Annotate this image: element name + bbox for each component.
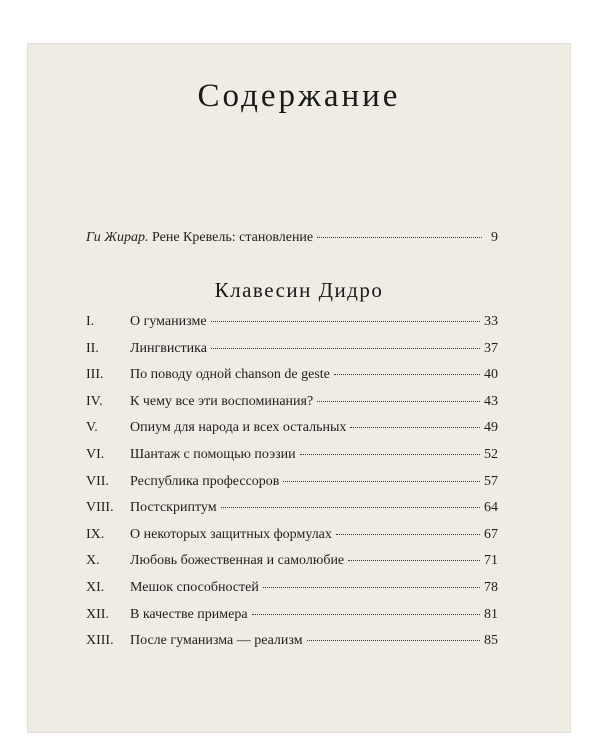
toc-entry-number: VII. xyxy=(86,473,109,489)
dot-leader xyxy=(283,481,480,482)
toc-entry xyxy=(86,633,498,660)
toc-entry-number: I. xyxy=(86,314,95,329)
toc-entry-title: О некоторых защитных формулах xyxy=(130,526,332,542)
toc-entry-page-number: 57 xyxy=(484,473,498,489)
toc-entry-page-number: 78 xyxy=(484,579,498,595)
intro-author: Ги Жирар. xyxy=(86,230,149,245)
toc-entry-title: В качестве примера xyxy=(130,606,248,622)
toc-entry xyxy=(86,527,498,554)
toc-entry-page-number: 33 xyxy=(484,314,498,329)
toc-entry xyxy=(86,394,498,421)
dot-leader xyxy=(252,614,480,615)
toc-entry xyxy=(86,314,498,341)
toc-entry-title: Опиум для народа и всех остальных xyxy=(130,420,347,436)
toc-entry-number: VIII. xyxy=(86,500,114,516)
toc-entry-page-number: 85 xyxy=(484,633,498,649)
toc-entry-number: VI. xyxy=(86,446,105,462)
toc-entry-title: Постскриптум xyxy=(130,500,217,516)
dot-leader xyxy=(263,587,480,588)
toc-entry xyxy=(86,607,498,634)
toc-entry-title: После гуманизма — реализм xyxy=(130,633,303,649)
toc-entry-page-number: 81 xyxy=(484,606,498,622)
toc-entry xyxy=(86,474,498,501)
toc-entry-page-number: 67 xyxy=(484,526,498,542)
dot-leader xyxy=(307,640,480,641)
toc-entry-page-number: 40 xyxy=(484,367,498,383)
toc-entry-number: II. xyxy=(86,340,99,356)
toc-entry xyxy=(86,367,498,394)
toc-entry xyxy=(86,500,498,527)
toc-entry xyxy=(86,580,498,607)
toc-entry-title: Республика профессоров xyxy=(130,473,280,489)
toc-entry-title: По поводу одной chanson de geste xyxy=(130,367,330,383)
toc-entry-number: IV. xyxy=(86,393,103,409)
dot-leader xyxy=(317,401,480,402)
toc-entry-title: Шантаж с помощью поэзии xyxy=(130,446,296,462)
dot-leader xyxy=(211,321,480,322)
toc-entry-number: XII. xyxy=(86,606,109,622)
dot-leader xyxy=(211,348,480,349)
toc-entry-page-number: 52 xyxy=(484,446,498,462)
toc-entry-page-number: 64 xyxy=(484,500,498,516)
dot-leader xyxy=(317,237,482,238)
toc-entry-number: XI. xyxy=(86,579,105,595)
dot-leader xyxy=(348,560,480,561)
toc-entry-page-number: 37 xyxy=(484,340,498,356)
dot-leader xyxy=(350,427,480,428)
section-title: Клавесин Дидро xyxy=(214,278,384,302)
intro-title: Рене Кревель: становление xyxy=(152,230,314,245)
toc-entry xyxy=(86,553,498,580)
toc-entry-number: X. xyxy=(86,553,100,569)
toc-entry xyxy=(86,447,498,474)
intro-entry xyxy=(86,230,498,246)
dot-leader xyxy=(334,374,480,375)
toc-entry-number: III. xyxy=(86,367,104,383)
page-title: Содержание xyxy=(197,78,401,114)
toc-entry-title: Мешок способностей xyxy=(130,579,259,595)
book-page xyxy=(28,44,570,732)
toc-entry-title: Лингвистика xyxy=(130,340,207,356)
toc-entry-page-number: 49 xyxy=(484,420,498,436)
toc-entry-number: V. xyxy=(86,420,98,436)
dot-leader xyxy=(336,534,480,535)
toc-entry-number: XIII. xyxy=(86,633,114,649)
intro-page-number: 9 xyxy=(491,230,498,245)
toc-entry xyxy=(86,341,498,368)
toc-entry-title: Любовь божественная и самолюбие xyxy=(130,553,345,569)
dot-leader xyxy=(221,507,480,508)
toc-entry-title: О гуманизме xyxy=(130,314,207,329)
toc-list xyxy=(86,314,498,660)
toc-entry-page-number: 71 xyxy=(484,553,498,569)
dot-leader xyxy=(300,454,480,455)
toc-entry xyxy=(86,420,498,447)
toc-entry-number: IX. xyxy=(86,526,105,542)
toc-entry-title: К чему все эти воспоминания? xyxy=(130,393,314,409)
toc-entry-page-number: 43 xyxy=(484,393,498,409)
